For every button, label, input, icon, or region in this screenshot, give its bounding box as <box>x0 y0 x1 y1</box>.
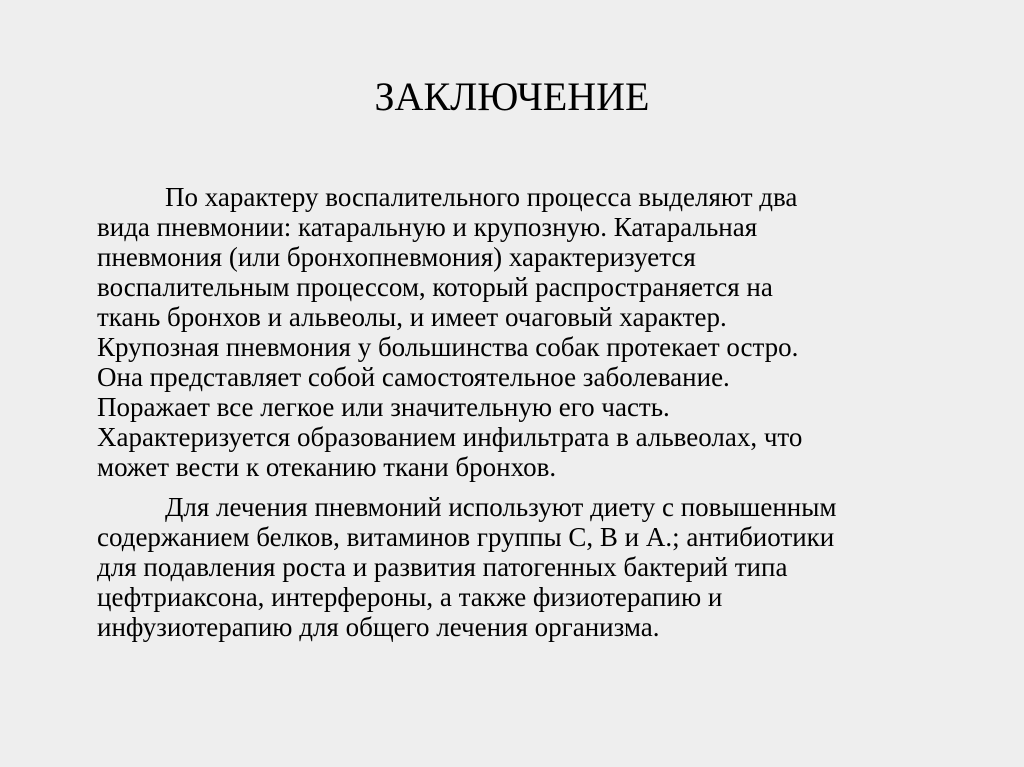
paragraph-treatment <box>97 492 977 642</box>
text-line: инфузиотерапию для общего лечения организма. <box>97 612 660 642</box>
text-line: воспалительным процессом, который распространяется на <box>97 272 773 302</box>
text-line: ткань бронхов и альвеолы, и имеет очаговый характер. <box>97 302 727 332</box>
text-line: цефтриаксона, интерфероны, а также физиотерапию и <box>97 582 723 612</box>
text-line: содержанием белков, витаминов группы С, В и А.; антибиотики <box>97 522 835 552</box>
paragraph-pneumonia-types <box>97 182 977 482</box>
slide-title: ЗАКЛЮЧЕНИЕ <box>374 74 650 119</box>
text-line: для подавления роста и развития патогенных бактерий типа <box>97 552 788 582</box>
text-line: может вести к отеканию ткани бронхов. <box>97 452 557 482</box>
text-line: Поражает все легкое или значительную его часть. <box>97 392 670 422</box>
text-line: Для лечения пневмоний используют диету с повышенным <box>165 492 837 522</box>
text-line: Она представляет собой самостоятельное заболевание. <box>97 362 730 392</box>
text-line: Характеризуется образованием инфильтрата в альвеолах, что <box>97 422 803 452</box>
text-line: Крупозная пневмония у большинства собак протекает остро. <box>97 332 799 362</box>
text-line: По характеру воспалительного процесса выделяют два <box>165 182 798 212</box>
text-line: пневмония (или бронхопневмония) характеризуется <box>97 242 696 272</box>
text-line: вида пневмонии: катаральную и крупозную. Катаральная <box>97 212 758 242</box>
